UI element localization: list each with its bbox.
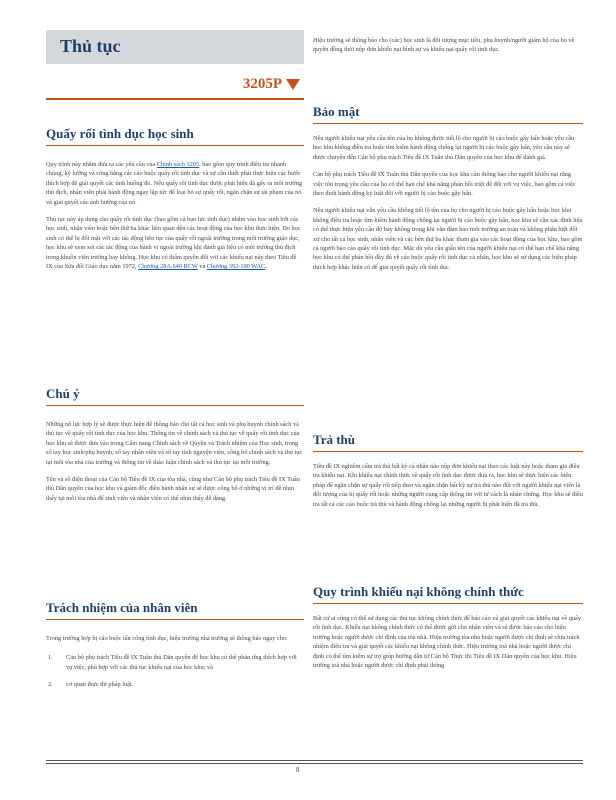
section-heading: Quấy rối tình dục học sinh [46, 126, 304, 146]
section-note [46, 386, 304, 503]
rcw-link[interactable]: Chương 28A.640 RCW [138, 263, 198, 271]
policy-link[interactable]: Chính sách 3205 [156, 161, 200, 168]
section-informal-complaint [313, 584, 583, 670]
section-harassment [46, 126, 304, 271]
paragraph: Hiệu trưởng sẽ thông báo cho (các) học sinh là đối tượng mục tiêu, phụ huynh/người giám hộ của họ về quyền đồng thời nộp đơn khiếu nại hình sự và khiếu nại quấy rối tình dục. [313, 37, 575, 54]
list-item: 1. Cán bộ phụ trách Tiêu đề IX Tuân thủ Dân quyền để học khu có thể phản ứng thích hợp với vụ việc, phù hợp với các thủ tục khiếu nại của học khu; và [48, 654, 297, 671]
section-heading: Quy trình khiếu nại không chính thức [313, 584, 583, 604]
section-heading: Chú ý [46, 386, 304, 406]
page-number: 8 [296, 766, 300, 774]
paragraph: Nếu người khiếu nại vẫn yêu cầu không tiết lộ tên của họ cho người bị cáo buộc gây hấn hoặc học khu không điều tra hoặc tìm kiếm hành động chống lại người bị cáo buộc gây hấn, học khu sẽ cần xác định liệu có thể thực hiện yêu cầu đó hay không trong khi vẫn đảm bảo môi trường an toàn và không phân biệt đối xử cho tất cả học sinh, nhân viên và các bên thứ ba khác tham gia vào các hoạt động của học khu, bao gồm cả người báo cáo quấy rối tình dục. Mặc dù yêu cầu giấu tên của người khiếu nại có thể hạn chế khả năng học khu có thể phản hồi đầy đủ về cáo buộc quấy rối tình dục cá nhân, học khu sẽ sử dụng các biện pháp thích hợp khác hiện có để giải quyết quấy rối tình dục. [313, 207, 583, 271]
policy-code: 3205P [242, 76, 282, 92]
section-parents [313, 36, 583, 55]
paragraph: Nếu người khiếu nại yêu cầu tên của họ không được tiết lộ cho người bị cáo buộc gây hấn hoặc yêu cầu học khu không điều tra hoặc tìm kiếm hành động chống lại người bị cáo buộc gây hấn, yêu cầu này sẽ được chuyển đến Cán bộ phụ trách Tiêu đề IX Tuân thủ Dân quyền của học khu để đánh giá. [313, 135, 575, 161]
notification-list [46, 653, 304, 689]
wac-link[interactable]: Chương 392-190 WAC [206, 263, 266, 271]
paragraph: Quy trình này nhằm đưa ra các yêu cầu của Chính sách 3205, bao gồm quy trình điều tra nhanh chóng, kỹ lưỡng và công bằng các cáo buộc quấy rối tình dục và sự cần thiết phải thực hiện các bước thích hợp để giải quyết các tình huống đó. Nếu quấy rối tình dục được phát hiện đã gây ra môi trường thù địch, nhân viên phải hành động ngay lập tức để loại bỏ sự quấy rối, ngăn chặn sự tái phạm của nó và giải quyết các ảnh hưởng của nó. [46, 161, 303, 206]
paragraph: Tiêu đề IX nghiêm cấm trả thù bất kỳ cá nhân nào nộp đơn khiếu nại theo các luật này hoặc tham gia điều tra khiếu nại. Khi khiếu nại chính thức về quấy rối tình dục được đưa ra, học khu sẽ thực hiện các biện pháp để ngăn chặn sự quấy rối tiếp theo và ngăn chặn bất kỳ sự trả thù nào đối với người khiếu nại viên là đối tượng của bị quấy rối hoặc những người cung cấp thông tin với tư cách là nhân chứng. Học khu sẽ điều tra tất cả các cáo buộc trả thù và hành động chống lại những người bị phát hiện đã trả thù. [313, 463, 583, 508]
paragraph: Thủ tục này áp dụng cho quấy rối tình dục (bao gồm cả bạo lực tình dục) nhắm vào học sinh bởi các học sinh, nhân viên hoặc bên thứ ba khác liên quan đến các hoạt động của học khu thực hiện. Do học sinh có thể bị đối mặt với các tác động liên tục của quấy rối ngoài trường trong môi trường giáo dục, học khu sẽ xem xét các tác động của hành vi ngoài trường khi đánh giá liệu có môi trường thù địch trong khuôn viên trường hay không. Học khu có thẩm quyền đối với các khiếu nại này theo Tiêu đề IX của Sửa đổi Giáo dục năm 1972, Chương 28A.640 RCW và Chương 392-190 WAC. [46, 216, 301, 271]
page-title: Thủ tục [60, 36, 121, 56]
section-retaliation [313, 432, 583, 509]
section-confidentiality [313, 104, 583, 272]
section-heading: Trả thù [313, 432, 583, 452]
section-heading: Trách nhiệm của nhân viên [46, 600, 304, 620]
paragraph: Trong trường hợp bị cáo buộc tấn công tình dục, hiệu trưởng nhà trường sẽ thông báo ngay cho: [46, 635, 288, 642]
section-staff [46, 600, 304, 698]
paragraph: Bất cứ ai cũng có thể sử dụng các thủ tục không chính thức để báo cáo và giải quyết các khiếu nại về quấy rối tình dục. Khiếu nại không chính thức có thể được gửi cho nhân viên và sẽ được báo cáo cho hiệu trưởng hoặc người được chỉ định của tòa nhà. Hiệu trưởng tòa nhà hoặc người được chỉ định sẽ chịu trách nhiệm điều tra và giải quyết các khiếu nại không chính thức. Hiệu trưởng toà nhà hoặc người được chỉ định có thể tìm kiếm sự trợ giúp hướng dẫn từ Cán bộ Thực thi Tiêu đề IX Dân quyền của học khu. Hiệu trưởng toà nhà hoặc người được chỉ định phải thông [313, 615, 581, 670]
paragraph: Tên và số điện thoại của Cán bộ Tiêu đề IX của tòa nhà, cũng như Cán bộ phụ trách Tiêu đề IX Tuân thủ Dân quyền của học khu và giám đốc điều hành nhân sự sẽ được công bố ở những vị trí dễ nhìn thấy tại mỗi tòa nhà để sinh viên và nhân viên có thể nhìn thấy dễ dàng. [46, 476, 300, 502]
footer-divider [46, 763, 583, 764]
triangle-down-icon [286, 79, 300, 90]
title-banner [46, 30, 304, 64]
paragraph: Những nỗ lực hợp lý sẽ được thực hiện để thông báo cho tất cả học sinh và phụ huynh chính sách và thủ tục về quấy rối tình dục của học khu. Thông tin về chính sách và thủ tục về quấy rối tình dục của học khu sẽ được đưa vào trong Cẩm nang Chính sách về Quyền và Trách nhiệm của Học sinh, trong số tay học sinh/phụ huynh, số tay nhân viên và số tay tình nguyện viên, công bố chính sách và thủ tục tại mỗi tòa nhà của trường và thông tin về thảo luận chính sách và thủ tục tại mỗi trường. [46, 421, 303, 466]
left-column [46, 30, 304, 689]
section-heading: Bảo mật [313, 104, 583, 124]
footer-divider [46, 760, 583, 761]
paragraph: Cán bộ phụ trách Tiêu đề IX Tuân thủ Dân quyền của học khu cần thông báo cho người khiếu nại rằng việc tôn trọng yêu cầu của họ có thể hạn chế khả năng phản hồi triệt để đối với vụ việc, bao gồm cả việc theo đuổi hành động kỷ luật đối với người bị cáo buộc gây hấn. [313, 171, 576, 198]
list-item: 2. cơ quan thực thi pháp luật. [48, 681, 134, 689]
policy-code-row [46, 72, 304, 100]
